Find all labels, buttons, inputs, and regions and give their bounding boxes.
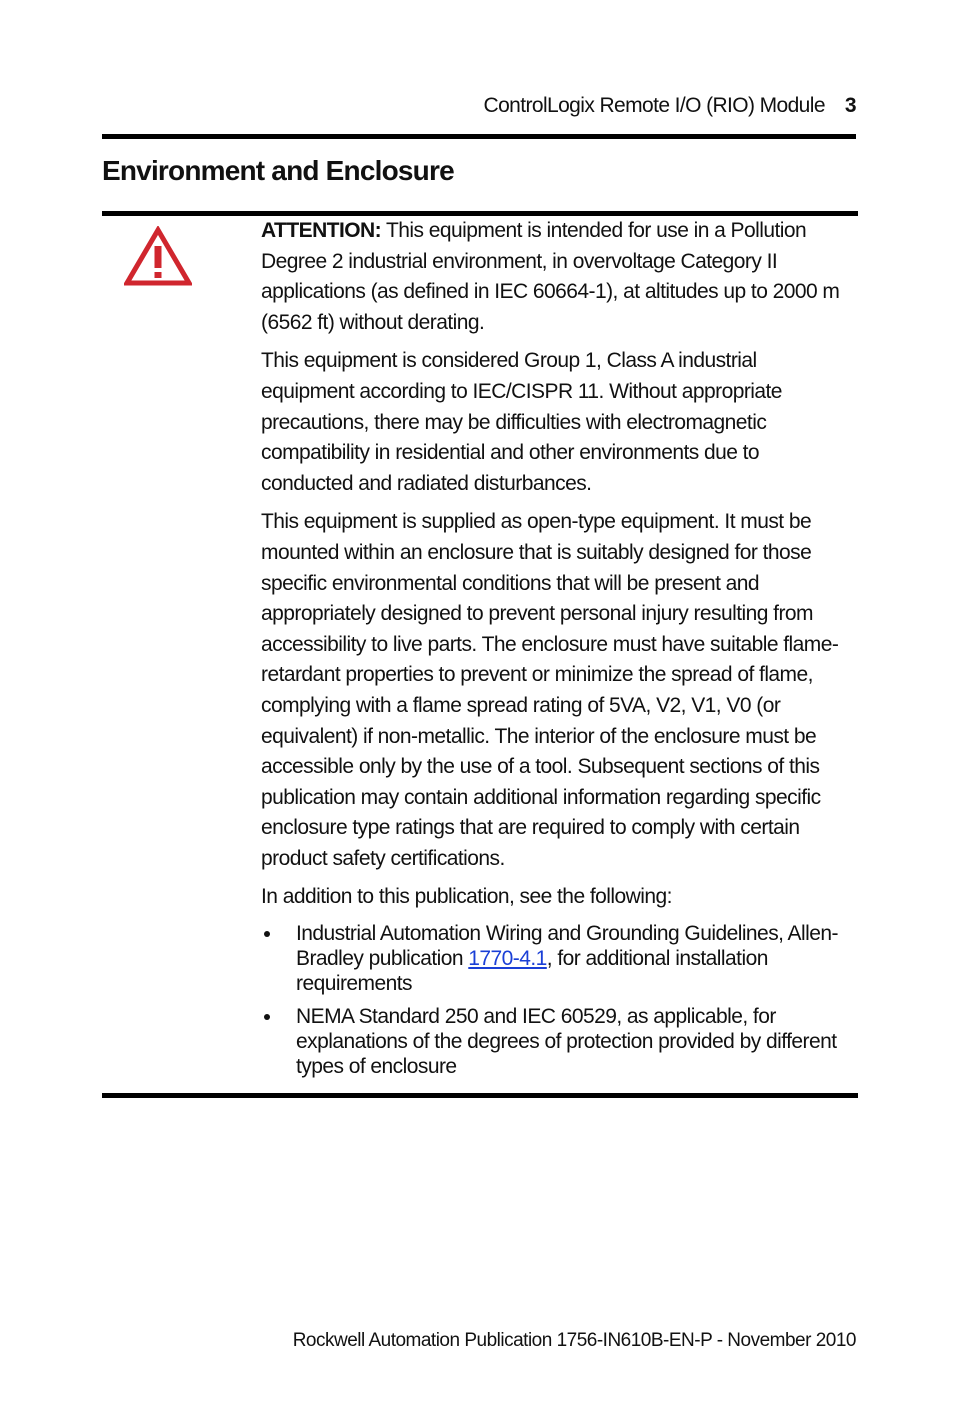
list-item-text: , for additional installation requirements: [296, 947, 768, 996]
list-item-text: Industrial Automation Wiring and Grounding Guidelines, Allen-Bradley publication: [296, 922, 838, 971]
notice-paragraph-2: This equipment is considered Group 1, Class A industrial equipment according to IEC/CISPR 11. Without appropriate precautions, there may be difficulties with electromagnetic compatibility in residential and other environments due to conducted and radiated disturbances.: [261, 349, 782, 495]
notice-paragraph-1-text: This equipment is intended for use in a Pollution Degree 2 industrial environment, in overvoltage Category II applications (as defined in IEC 60664-1), at altitudes up to 2000 m (6562 ft) without derating.: [261, 219, 840, 334]
attention-label: ATTENTION:: [261, 219, 382, 242]
notice-paragraph-4: In addition to this publication, see the following:: [261, 885, 672, 909]
running-header-title: ControlLogix Remote I/O (RIO) Module: [483, 94, 825, 117]
notice-paragraph-3: This equipment is supplied as open-type equipment. It must be mounted within an enclosure that is suitably designed for those specific environmental conditions that will be present and appropriately designed to prevent personal injury resulting from accessibility to live parts. The enclosure must have suitable flame-retardant properties to prevent or minimize the spread of flame, complying with a flame spread rating of 5VA, V2, V1, V0 (or equivalent) if non-metallic. The interior of the enclosure must be accessible only by the use of a tool. Subsequent sections of this publication may contain additional information regarding specific enclosure type ratings that are required to comply with certain product safety certifications.: [261, 510, 839, 870]
publication-footer: Rockwell Automation Publication 1756-IN610B-EN-P - November 2010: [292, 1330, 856, 1351]
reference-list: [261, 921, 853, 1079]
running-header: [484, 94, 856, 118]
section-title: Environment and Enclosure: [102, 155, 454, 186]
warning-triangle-icon: [124, 226, 192, 286]
notice-bottom-rule: [102, 1093, 858, 1098]
list-item: [261, 1004, 853, 1079]
header-rule: [102, 134, 856, 139]
list-item-text: NEMA Standard 250 and IEC 60529, as applicable, for explanations of the degrees of protection provided by different types of enclosure: [296, 1005, 837, 1079]
list-item: [261, 921, 853, 996]
publication-link[interactable]: 1770-4.1: [468, 947, 547, 971]
attention-notice: [261, 216, 853, 1087]
notice-paragraph-1: [261, 216, 853, 338]
page-number: 3: [844, 94, 856, 117]
